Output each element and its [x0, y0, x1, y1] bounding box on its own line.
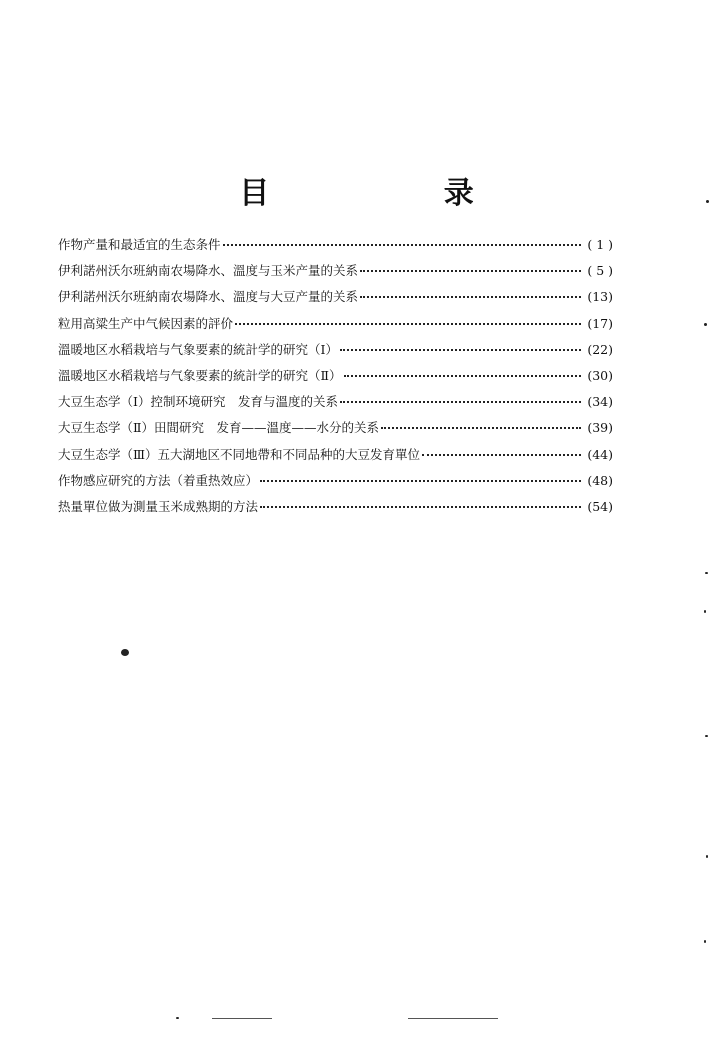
table-of-contents [58, 232, 613, 520]
toc-entry[interactable] [58, 468, 613, 494]
toc-entry-title: 大豆生态学（Ⅰ）控制环境研究 发育与溫度的关系 [58, 394, 338, 410]
toc-entry-title: 溫暖地区水稻栽培与气象要素的統計学的研究（Ⅰ） [58, 341, 338, 357]
toc-entry-page: (34) [587, 394, 613, 410]
toc-entry[interactable] [58, 258, 613, 284]
toc-entry[interactable] [58, 232, 613, 258]
toc-entry-page: (48) [587, 472, 613, 488]
toc-entry[interactable] [58, 442, 613, 468]
dot-leader [381, 413, 581, 429]
toc-entry[interactable] [58, 284, 613, 310]
scan-line [408, 1018, 498, 1019]
toc-entry-page: (30) [587, 367, 613, 383]
toc-entry-page: (39) [587, 420, 613, 436]
toc-entry-title: 热量單位做为測量玉米成熟期的方法 [58, 498, 259, 514]
dot-leader [422, 440, 581, 456]
toc-entry[interactable] [58, 337, 613, 363]
toc-entry-title: 大豆生态学（Ⅱ）田間研究 发育——溫度——水分的关系 [58, 420, 379, 436]
toc-entry-page: ( 1 ) [587, 237, 613, 252]
dot-leader [235, 309, 581, 325]
dot-leader [340, 335, 581, 351]
toc-entry-page: (22) [587, 341, 613, 357]
toc-entry[interactable] [58, 363, 613, 389]
scan-speck [706, 200, 709, 203]
toc-entry-page: (17) [587, 315, 613, 331]
scan-speck [705, 572, 708, 574]
toc-entry-page: (44) [587, 446, 613, 462]
scan-speck [704, 940, 706, 943]
scan-speck [704, 610, 706, 613]
page-title: 目 录 [239, 176, 556, 211]
dot-leader [340, 387, 581, 403]
dot-leader [260, 492, 581, 508]
toc-entry-title: 伊利諾州沃尔班納南农場降水、溫度与大豆产量的关系 [58, 289, 359, 305]
scan-speck [705, 735, 708, 737]
toc-entry-title: 作物产量和最适宜的生态条件 [58, 237, 221, 252]
dot-leader [223, 230, 581, 246]
scan-speck [706, 855, 708, 858]
scan-speck [704, 323, 707, 326]
toc-entry[interactable] [58, 311, 613, 337]
scan-line [212, 1018, 272, 1019]
toc-entry-title: 大豆生态学（Ⅲ）五大湖地区不同地帶和不同品种的大豆发育單位 [58, 446, 421, 462]
toc-entry[interactable] [58, 389, 613, 415]
toc-entry[interactable] [58, 494, 613, 520]
dot-leader [260, 466, 581, 482]
dot-leader [344, 361, 582, 377]
toc-entry-page: (13) [587, 289, 613, 305]
toc-entry-title: 溫暖地区水稻栽培与气象要素的統計学的研究（Ⅱ） [58, 367, 342, 383]
scan-speck [121, 649, 129, 656]
toc-entry-page: (54) [587, 498, 613, 514]
toc-entry-title: 伊利諾州沃尔班納南农場降水、溫度与玉米产量的关系 [58, 263, 359, 279]
scan-speck [176, 1017, 179, 1019]
toc-entry-title: 粒用高粱生产中气候因素的評价 [58, 315, 234, 331]
toc-entry[interactable] [58, 415, 613, 441]
dot-leader [360, 282, 581, 298]
toc-entry-page: ( 5 ) [587, 263, 613, 279]
dot-leader [360, 256, 581, 272]
toc-entry-title: 作物感应研究的方法（着重热效应） [58, 472, 259, 488]
